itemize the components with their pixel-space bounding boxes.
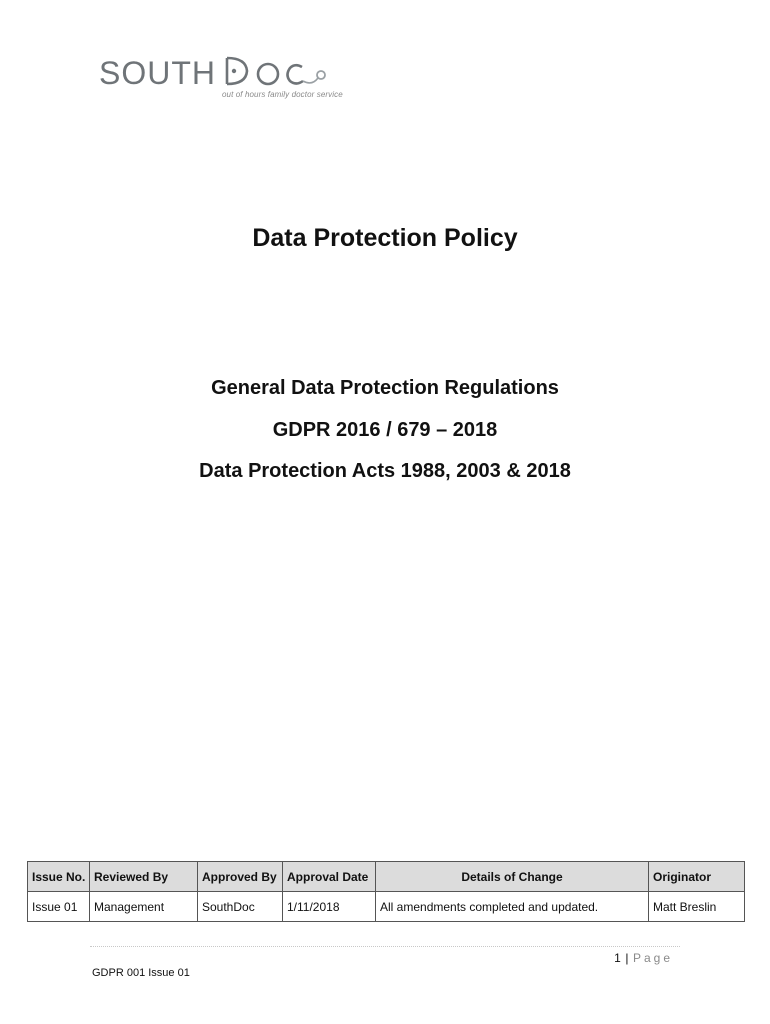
revision-table [27, 861, 745, 922]
page-number-value: 1 [614, 951, 622, 965]
subtitle-acts: Data Protection Acts 1988, 2003 & 2018 [199, 460, 571, 482]
header-reviewed-by: Reviewed By [90, 862, 198, 892]
header-details-of-change: Details of Change [376, 862, 649, 892]
southdoc-logo-mark [96, 48, 356, 92]
cell-originator: Matt Breslin [649, 892, 745, 922]
document-reference: GDPR 001 Issue 01 [92, 967, 190, 979]
cell-issue-no: Issue 01 [28, 892, 90, 922]
logo-tagline: out of hours family doctor service [222, 90, 343, 99]
southdoc-logo [96, 48, 356, 106]
subtitle-gdpr: GDPR 2016 / 679 – 2018 [272, 419, 498, 441]
page-label: Page [632, 951, 673, 965]
document-title: Data Protection Policy [252, 224, 518, 252]
page-separator: | [625, 951, 629, 965]
header-approved-by: Approved By [198, 862, 283, 892]
header-approval-date: Approval Date [283, 862, 376, 892]
header-originator: Originator [649, 862, 745, 892]
cell-details-of-change: All amendments completed and updated. [376, 892, 649, 922]
table-row [28, 892, 745, 922]
header-issue-no: Issue No. [28, 862, 90, 892]
page-number [614, 951, 673, 965]
cell-reviewed-by: Management [90, 892, 198, 922]
logo-wordmark-south: SOUTH [99, 55, 216, 91]
cell-approval-date: 1/11/2018 [283, 892, 376, 922]
table-header-row [28, 862, 745, 892]
subtitle-regulations: General Data Protection Regulations [211, 377, 559, 399]
footer-divider [90, 946, 680, 947]
cell-approved-by: SouthDoc [198, 892, 283, 922]
